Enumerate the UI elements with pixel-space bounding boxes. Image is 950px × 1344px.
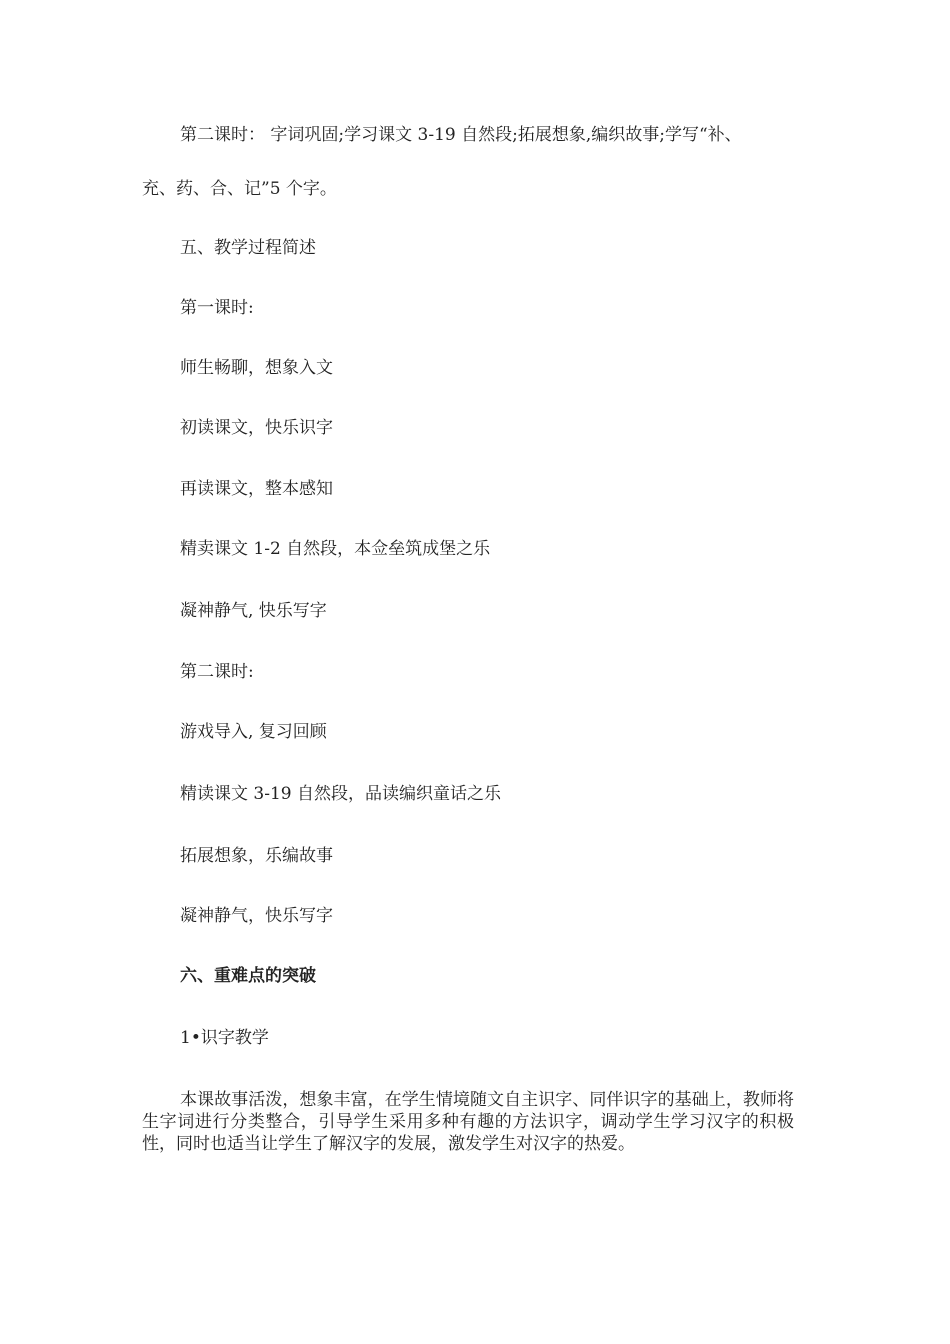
lesson2-step: 精读课文 3-19 自然段，品读编织童话之乐 <box>180 784 501 804</box>
lesson1-step: 精卖课文 1-2 自然段，本佥垒筑成堡之乐 <box>180 539 491 559</box>
lesson2-step: 凝神静气，快乐写字 <box>180 906 333 926</box>
lesson1-step: 凝神静气, 快乐写字 <box>180 601 327 621</box>
lesson2-step: 拓展想象，乐编故事 <box>180 846 333 866</box>
lesson2-step: 游戏导入, 复习回顾 <box>180 722 327 742</box>
section5-heading: 五、教学过程简述 <box>180 238 316 258</box>
lesson2-plan-line1: 第二课时： 字词巩固;学习课文 3-19 自然段;拓展想象,编织故事;学写“补、 <box>180 125 742 145</box>
lesson2-plan-line2: 充、药、合、记”5 个字。 <box>142 179 337 199</box>
lesson2-title: 第二课时: <box>180 662 254 682</box>
literacy-paragraph: 本课故事活泼，想象丰富，在学生情境随文自主识字、同伴识字的基础上，教师将生字词进行分类整合，引导学生采用多种有趣的方法识字，调动学生学习汉字的积极性，同时也适当让学生了解汉字的发展，激发学生对汉字的热爱。 <box>142 1090 794 1154</box>
lesson1-step: 初读课文，快乐识字 <box>180 418 333 438</box>
lesson1-step: 师生畅聊，想象入文 <box>180 358 333 378</box>
lesson1-title: 第一课时: <box>180 298 254 318</box>
section6-heading: 六、重难点的突破 <box>180 966 316 986</box>
lesson1-step: 再读课文，整本感知 <box>180 479 333 499</box>
section6-subheading: 1•识字教学 <box>180 1028 269 1048</box>
